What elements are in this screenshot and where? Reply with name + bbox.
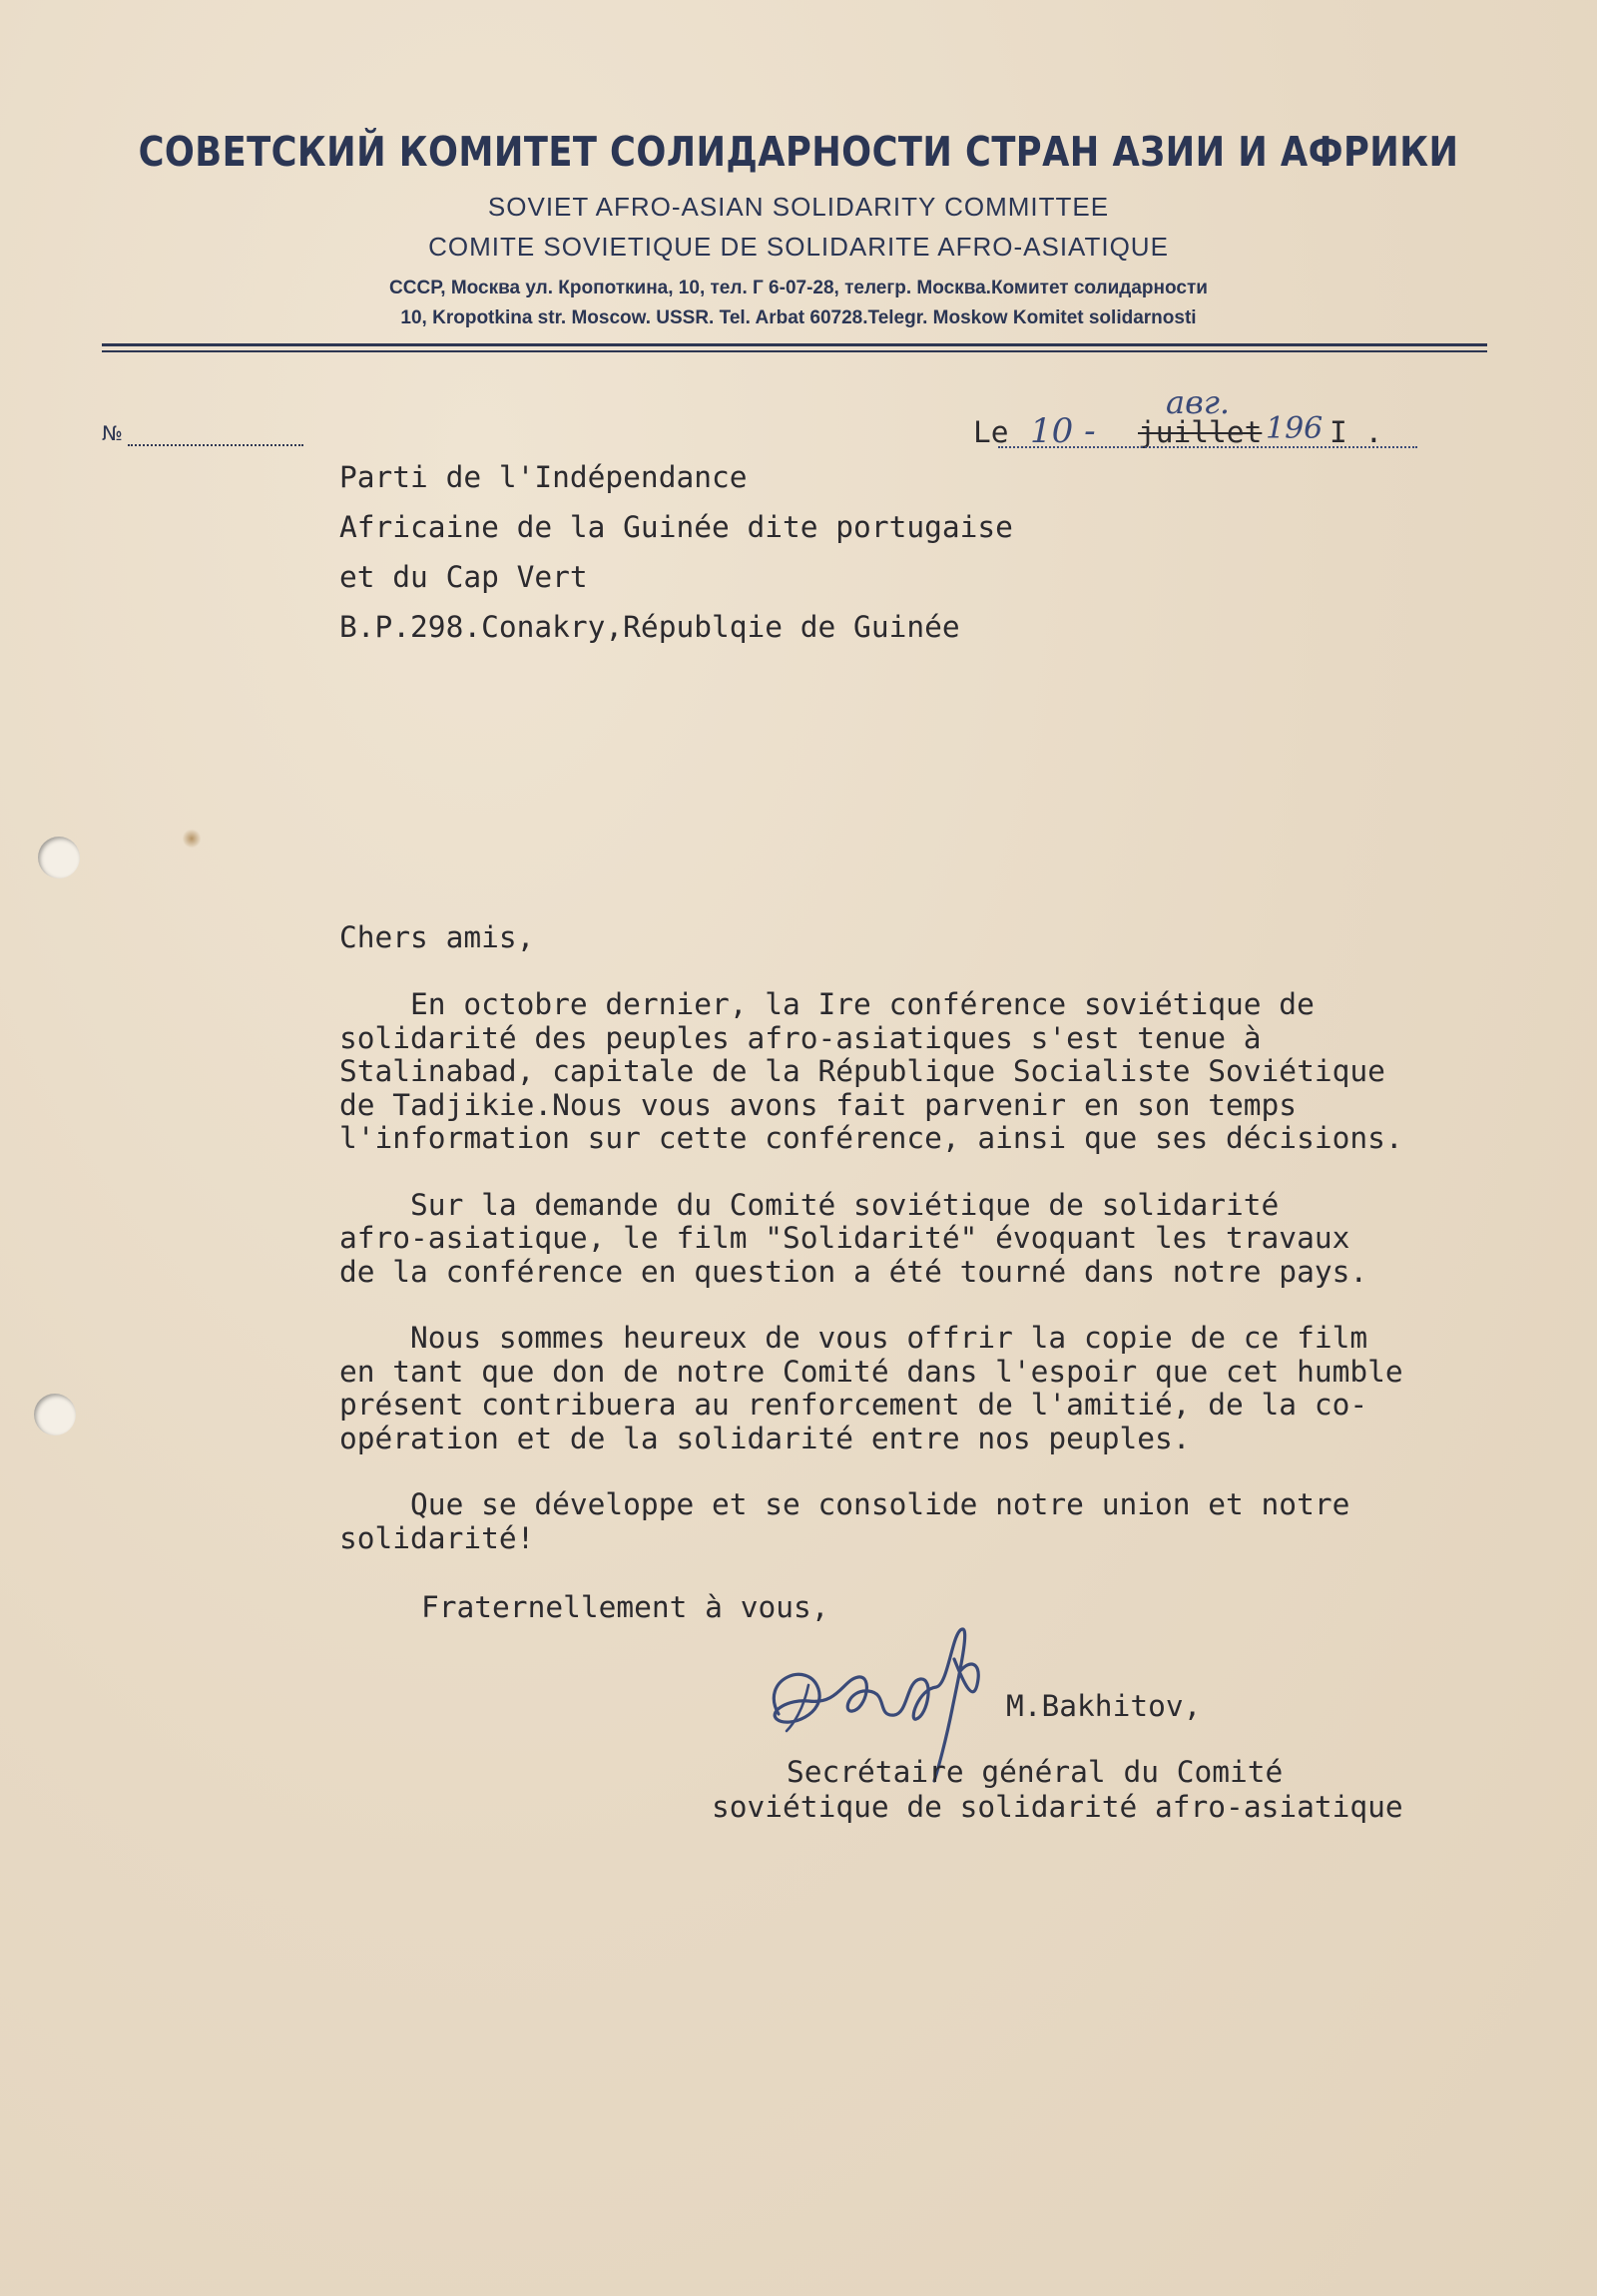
date-dotted-line [998,446,1417,448]
body-line: solidarité des peuples afro-asiatiques s'est tenue à [339,1020,1262,1055]
body-line: En octobre dernier, la Ire conférence soviétique de [339,987,1315,1021]
body-line: de la conférence en question a été tourné dans notre pays. [339,1254,1368,1289]
letterhead-title-en: SOVIET AFRO-ASIAN SOLIDARITY COMMITTEE [487,192,1110,222]
letterhead-address-en: 10, Kropotkina str. Moscow. USSR. Tel. Arbat 60728.Telegr. Moskow Komitet solidarnosti [400,307,1197,328]
body-line: en tant que don de notre Comité dans l'espoir que cet humble [339,1354,1403,1389]
letterhead-title-ru: СОВЕТСКИЙ КОМИТЕТ СОЛИДАРНОСТИ СТРАН АЗИИ И АФРИКИ [138,128,1459,176]
date-prefix: Le [973,415,1009,449]
recipient-line-4: B.P.298.Conakry,Républqie de Guinée [339,610,960,644]
reference-number-line [128,444,303,446]
letter-body [339,988,1403,1555]
punch-hole [34,1394,76,1435]
punch-hole [38,837,80,878]
body-line: opération et de la solidarité entre nos peuples. [339,1421,1191,1455]
body-line: solidarité! [339,1520,535,1555]
body-line: Nous sommes heureux de vous offrir la copie de ce film [339,1321,1368,1355]
letterhead-address-ru: СССР, Москва ул. Кропоткина, 10, тел. Г 6-07-28, телегр. Москва.Комитет солидарности [389,278,1208,298]
signatory-name: M.Bakhitov, [1006,1689,1202,1723]
recipient-line-1: Parti de l'Indépendance [339,460,748,494]
date-year-typed: I . [1330,415,1383,449]
paper-stain [183,829,201,849]
date-month-typed-struck: juillet [1138,415,1263,449]
complimentary-close: Fraternellement à vous, [421,1590,829,1624]
date-day-handwritten: 10 - [1030,411,1096,451]
body-line: l'information sur cette conférence, ainsi que ses décisions. [339,1121,1403,1155]
letterhead-rule-thin [102,350,1487,352]
body-line: Stalinabad, capitale de la République Socialiste Soviétique [339,1054,1385,1088]
date-year-handwritten: 196 [1266,411,1324,446]
recipient-line-3: et du Cap Vert [339,560,588,594]
body-line: présent contribuera au renforcement de l'amitié, de la co- [339,1388,1368,1422]
date-month-handwritten-correction: авг. [1166,383,1231,421]
recipient-line-2: Africaine de la Guinée dite portugaise [339,510,1013,544]
signatory-title-line-1: Secrétaire général du Comité [787,1755,1284,1789]
reference-number-label: № [102,421,123,445]
body-line: de Tadjikie.Nous vous avons fait parvenir en son temps [339,1087,1298,1122]
body-line: Que se développe et se consolide notre union et notre [339,1487,1350,1521]
body-line: afro-asiatique, le film "Solidarité" évoquant les travaux [339,1221,1350,1255]
letterhead-rule-thick [102,343,1487,346]
salutation: Chers amis, [339,920,535,954]
body-line: Sur la demande du Comité soviétique de solidarité [339,1187,1280,1222]
letterhead-title-fr: COMITE SOVIETIQUE DE SOLIDARITE AFRO-ASIATIQUE [428,232,1169,262]
signatory-title-line-2: soviétique de solidarité afro-asiatique [712,1790,1403,1824]
